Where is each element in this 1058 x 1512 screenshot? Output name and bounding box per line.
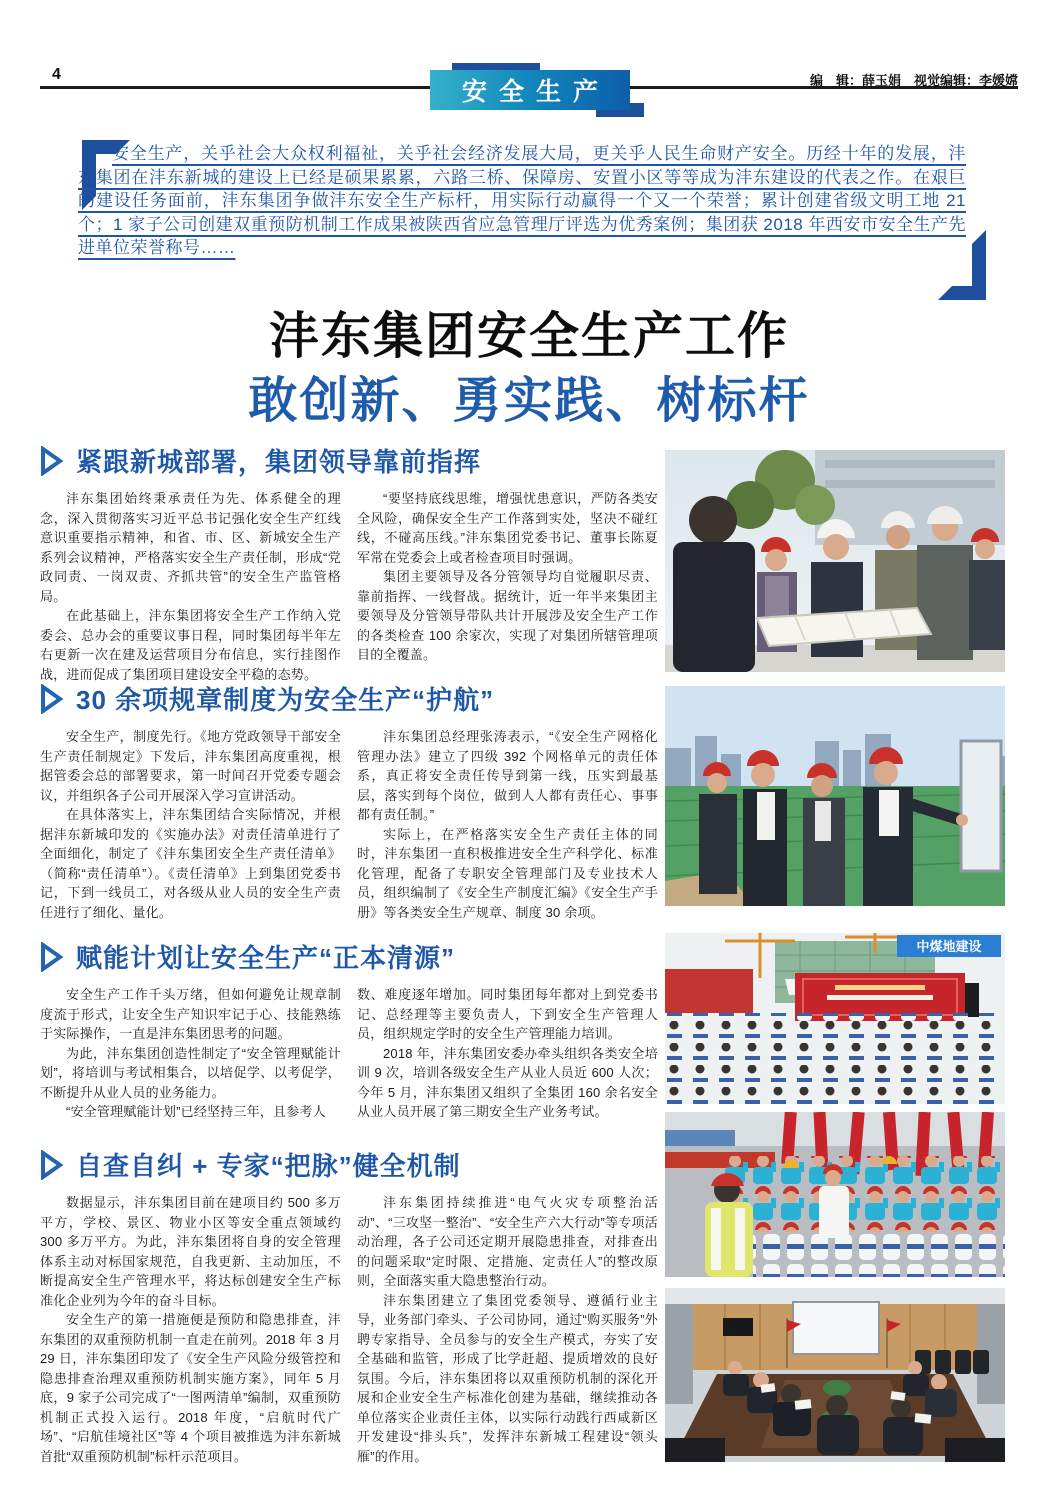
section-heading: 赋能计划让安全生产“正本清源” <box>76 943 456 973</box>
text-column <box>40 985 341 1122</box>
triangle-bullet-icon <box>40 684 64 714</box>
quote-bracket-close-icon <box>930 222 986 300</box>
triangle-bullet-icon <box>40 942 64 972</box>
section-banner <box>430 70 630 110</box>
article-title-line2: 敢创新、勇实践、树标杆 <box>248 374 810 428</box>
article-body <box>40 440 1018 1500</box>
two-column-text <box>40 985 658 1122</box>
photo-leaders-reviewing-blueprints <box>665 450 1005 672</box>
paragraph: “要坚持底线思维，增强忧患意识，严防各类安全风险，确保安全生产工作落到实处，坚决不碰红线，不碰高压线。”沣东集团党委书记、董事长陈夏军常在党委会上或者检查项目时强调。 <box>357 491 658 565</box>
paragraph: “安全管理赋能计划”已经坚持三年，且参考人 <box>66 1104 326 1119</box>
paragraph: 为此，沣东集团创造性制定了“安全管理赋能计划”，将培训与考试相集合，以培促学、以考促学，不断提升从业人员的业务能力。 <box>40 1045 341 1100</box>
section-heading: 30 余项规章制度为安全生产“护航” <box>76 685 495 715</box>
section-heading-row <box>40 1146 658 1183</box>
paragraph: 实际上，在严格落实安全生产责任主体的同时，沣东集团一直积极推进安全生产科学化、标准化管理，配备了专职安全管理部门及专业技术人员，组织编制了《安全生产制度汇编》《安全生产手册》等各类安全生产规章、制度 30 余项。 <box>357 826 658 920</box>
text-column <box>357 727 658 922</box>
sign-text: 中煤地建设 <box>916 939 982 954</box>
text-column <box>40 489 341 684</box>
section-heading: 自查自纠 + 专家“把脉”健全机制 <box>76 1151 461 1181</box>
section-leadership <box>40 442 658 684</box>
paragraph: 沣东集团总经理张涛表示，“《安全生产网格化管理办法》建立了四级 392 个网格单元的责任体系，真正将安全责任传导到第一线，压实到最基层，落实到每个岗位，做到人人都有责任心、事事都有责任制。” <box>357 729 658 822</box>
text-column <box>40 1193 341 1466</box>
photo-committee-meeting <box>665 1288 1005 1462</box>
paragraph: 2018 年，沣东集团安委办牵头组织各类安全培训 9 次，培训各级安全生产从业人员近 600 人次；今年 5 月，沣东集团又组织了全集团 160 余名安全从业人员开展了第三期安全生产业务考试。 <box>357 1045 658 1119</box>
paragraph: 安全生产的第一措施便是预防和隐患排查，沣东集团的双重预防机制一直走在前列。2018 年 3 月 29 日，沣东集团印发了《安全生产风险分级管控和隐患排查治理双重预防机制实施方案》，同年 5 月底，9 家子公司完成了“一图两清单”编制，双重预防机制正式投入运行。2018 年度，“启航时代广场”、“启航佳境社区”等 4 个项目被推选为沣东新城首批“双重预防机制”标杆示范项目。 <box>40 1312 341 1464</box>
paragraph: 数据显示，沣东集团目前在建项目约 500 多万平方，学校、景区、物业小区等安全重点领域约 300 多万平方。为此，沣东集团将自身的安全管理体系主动对标国家规范，自我更新、主动加压，不断提高安全生产管理水平，将达标创建安全生产标准化企业列为今年的奋斗目标。 <box>40 1195 341 1308</box>
two-column-text <box>40 1193 658 1466</box>
paragraph: 在具体落实上，沣东集团结合实际情况，并根据沣东新城印发的《实施办法》对责任清单进行了全面细化，制定了《沣东集团安全生产责任清单》（简称“责任清单”）。《责任清单》上到集团党委书记，下到一线员工，对各级从业人员的安全生产责任进行了细化、量化。 <box>40 807 341 920</box>
paragraph: 安全生产工作千头万绪，但如何避免让规章制度流于形式，让安全生产知识牢记于心、技能熟练于实际操作，一直是沣东集团思考的问题。 <box>40 987 341 1041</box>
paragraph: 沣东集团建立了集团党委领导、遵循行业主导，业务部门牵头、子公司协同，通过“购买服务”外聘专家指导、全员参与的安全生产模式，夯实了安全基础和监管，形成了比学赶超、提质增效的良好氛围。今后，沣东集团将以双重预防机制的深化开展和企业安全生产标准化创建为基础，继续推动各单位落实企业责任主体，以实际行动践行西咸新区开发建设“排头兵”，发挥沣东新城工程建设“领头雁”的作用。 <box>357 1292 658 1464</box>
intro-paragraph <box>78 142 966 260</box>
section-heading-row <box>40 938 658 975</box>
paragraph: 沣东集团持续推进“电气火灾专项整治活动”、“三攻坚一整治”、“安全生产六大行动”等专项活动治理，各子公司还定期开展隐患排查，对排查出的问题采取“定时限、定措施、定责任人”的整改原则，全面落实重大隐患整治行动。 <box>357 1195 658 1288</box>
two-column-text <box>40 727 658 922</box>
photo-workers-oath-ceremony <box>665 1112 1005 1277</box>
section-self-inspection <box>40 1146 658 1466</box>
paragraph: 沣东集团始终秉承责任为先、体系健全的理念，深入贯彻落实习近平总书记强化安全生产红线意识重要指示精神，和省、市、区、新城安全生产系列会议精神，严格落实安全生产责任制，形成“党政同责、一岗双责、齐抓共管”的安全生产监管格局。 <box>40 491 341 604</box>
section-heading-row <box>40 680 658 717</box>
photo-leaders-inspecting-project <box>665 686 1005 906</box>
text-column <box>357 489 658 684</box>
section-heading-row <box>40 442 658 479</box>
text-column <box>40 727 341 922</box>
section-heading: 紧跟新城部署，集团领导靠前指挥 <box>76 447 482 477</box>
section-banner-label: 安全生产 <box>461 79 610 106</box>
article-title-line1: 沣东集团安全生产工作 <box>269 308 789 364</box>
section-empowerment <box>40 938 658 1122</box>
photo-safety-month-ceremony <box>665 933 1005 1104</box>
section-regulations <box>40 680 658 922</box>
editor-credits: 编 辑：薛玉娟 视觉编辑：李媛嫦 <box>809 73 1018 88</box>
two-column-text <box>40 489 658 684</box>
page-number: 4 <box>52 66 61 83</box>
paragraph: 在此基础上，沣东集团将安全生产工作纳入党委会、总办会的重要议事日程，同时集团每半年左右更新一次在建及运营项目分布信息，实行挂图作战，进而促成了集团项目建设安全平稳的态势。 <box>40 608 341 682</box>
paragraph: 数、难度逐年增加。同时集团每年都对上到党委书记、总经理等主要负责人，下到安全生产管理人员，组织规定学时的安全生产管理能力培训。 <box>357 987 658 1041</box>
triangle-bullet-icon <box>40 1150 64 1180</box>
paragraph: 安全生产，制度先行。《地方党政领导干部安全生产责任制规定》下发后，沣东集团高度重视，根据管委会总的部署要求，第一时间召开党委专题会议，并组织各子公司开展深入学习宣讲活动。 <box>40 729 341 803</box>
text-column <box>357 1193 658 1466</box>
intro-text: 安全生产，关乎社会大众权利福祉，关乎社会经济发展大局，更关乎人民生命财产安全。历经十年的发展，沣东集团在沣东新城的建设上已经是硕果累累，六路三桥、保障房、安置小区等等成为沣东建设的代表之作。在艰巨的建设任务面前，沣东集团争做沣东安全生产标杆，用实际行动赢得一个又一个荣誉；累计创建省级文明工地 21 个；1 家子公司创建双重预防机制工作成果被陕西省应急管理厅评选为优秀案例；集团获 2018 年西安市安全生产先进单位荣誉称号…… <box>78 144 966 257</box>
text-column <box>357 985 658 1122</box>
paragraph: 集团主要领导及各分管领导均自觉履职尽责、靠前指挥、一线督战。据统计，近一年半来集团主要领导及分管领导带队共计开展涉及安全生产工作的各类检查 100 余家次，实现了对集团所辖管理项目的全覆盖。 <box>357 569 658 662</box>
triangle-bullet-icon <box>40 446 64 476</box>
